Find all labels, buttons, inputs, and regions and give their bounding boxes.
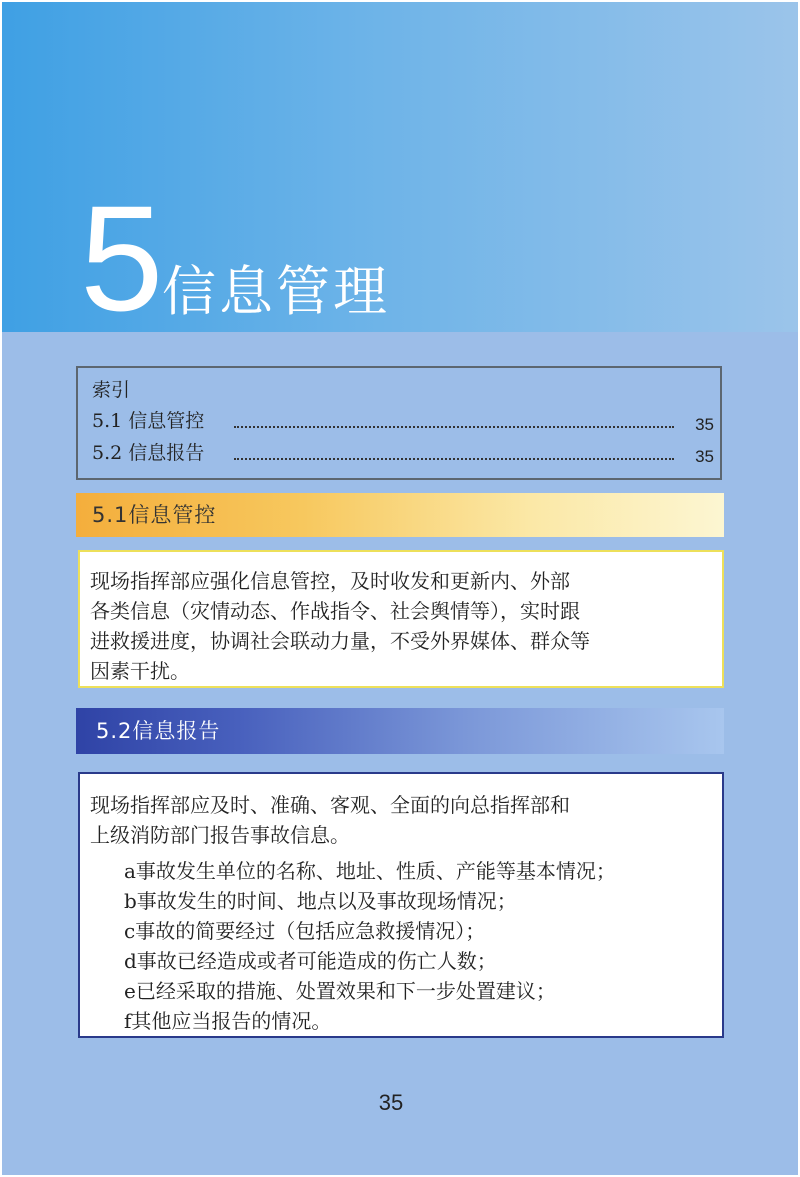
index-entry-label: 5.1 信息管控 [92, 410, 205, 432]
index-leader-dots [234, 458, 674, 460]
section-body [78, 550, 724, 688]
list-item: f其他应当报告的情况。 [124, 1009, 332, 1033]
list-item: b事故发生的时间、地点以及事故现场情况； [124, 889, 517, 913]
body-text-line: 现场指挥部应及时、准确、客观、全面的向总指挥部和 [90, 793, 570, 817]
list-item: e已经采取的措施、处置效果和下一步处置建议； [124, 979, 556, 1003]
index-box [76, 366, 722, 480]
body-text-line: 进救援进度，协调社会联动力量，不受外界媒体、群众等 [90, 629, 590, 653]
index-entry[interactable] [92, 440, 714, 466]
section-heading-bar [76, 708, 724, 754]
index-entry[interactable] [92, 408, 714, 434]
body-text-line: 各类信息（灾情动态、作战指令、社会舆情等），实时跟 [90, 599, 580, 623]
body-text-line: 上级消防部门报告事故信息。 [90, 823, 350, 847]
page-number: 35 [378, 1090, 404, 1115]
list-item: c事故的简要经过（包括应急救援情况）； [124, 919, 486, 943]
section-heading-bar [76, 493, 724, 537]
index-entry-page: 35 [695, 415, 714, 434]
index-heading: 索引 [92, 379, 131, 401]
chapter-title: 信息管理 [162, 260, 390, 323]
body-text-line: 现场指挥部应强化信息管控，及时收发和更新内、外部 [90, 569, 570, 593]
list-item: d事故已经造成或者可能造成的伤亡人数； [124, 949, 497, 973]
list-item: a事故发生单位的名称、地址、性质、产能等基本情况； [124, 859, 616, 883]
section-body [78, 772, 724, 1038]
page [2, 2, 798, 1175]
section-heading: 5.2信息报告 [96, 719, 221, 743]
chapter-number: 5 [80, 174, 164, 342]
section-heading: 5.1信息管控 [92, 503, 217, 527]
index-entry-page: 35 [695, 447, 714, 466]
index-leader-dots [234, 426, 674, 428]
body-text-line: 因素干扰。 [90, 659, 190, 683]
chapter-header [2, 2, 798, 342]
index-entry-label: 5.2 信息报告 [92, 442, 205, 464]
